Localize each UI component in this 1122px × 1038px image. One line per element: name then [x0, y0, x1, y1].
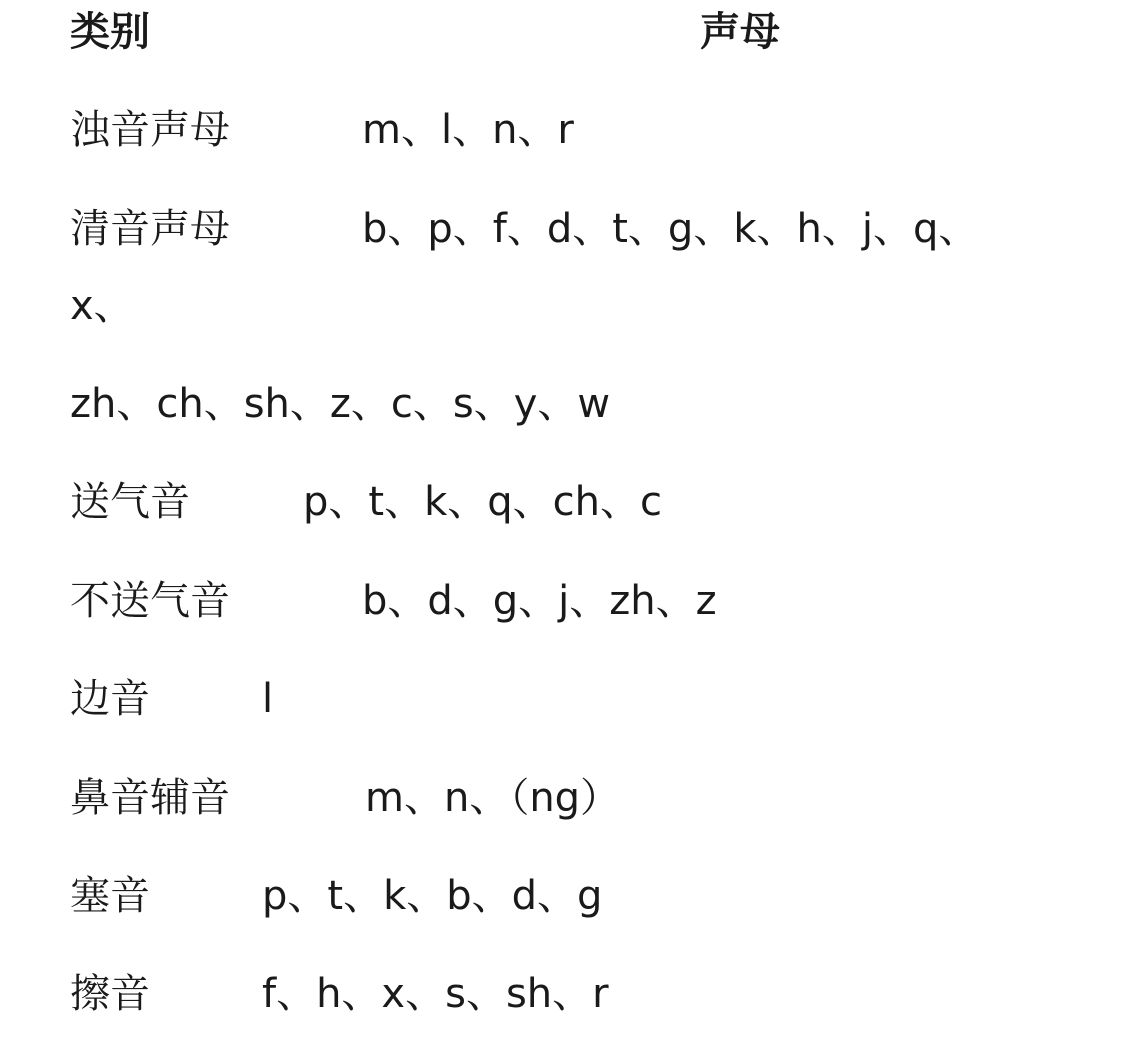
row-initials-plosive: p、t、k、b、d、g — [262, 873, 603, 919]
row-category-aspirated: 送气音 — [70, 479, 190, 525]
row-initials-unaspirated: b、d、g、j、zh、z — [362, 578, 717, 624]
row-initials-aspirated: p、t、k、q、ch、c — [303, 479, 662, 525]
row-initials-nasal: m、n、（ng） — [365, 775, 621, 821]
row-category-plosive: 塞音 — [70, 873, 150, 919]
row-initials-continuation-x: x、 — [70, 283, 134, 329]
row-initials-voiceless-initials: b、p、f、d、t、g、k、h、j、q、 — [362, 206, 979, 252]
row-category-nasal: 鼻音辅音 — [70, 775, 230, 821]
row-category-fricative: 擦音 — [70, 971, 150, 1017]
header-initials: 声母 — [700, 9, 780, 55]
row-category-voiceless-initials: 清音声母 — [70, 206, 230, 252]
row-initials-fricative: f、h、x、s、sh、r — [262, 971, 609, 1017]
header-category: 类别 — [70, 9, 150, 55]
row-initials-continuation-zh: zh、ch、sh、z、c、s、y、w — [70, 381, 611, 427]
row-initials-voiced-initials: m、l、n、r — [362, 107, 574, 153]
row-initials-lateral: l — [262, 676, 274, 722]
row-category-lateral: 边音 — [70, 676, 150, 722]
row-category-voiced-initials: 浊音声母 — [70, 107, 230, 153]
row-category-unaspirated: 不送气音 — [70, 578, 230, 624]
